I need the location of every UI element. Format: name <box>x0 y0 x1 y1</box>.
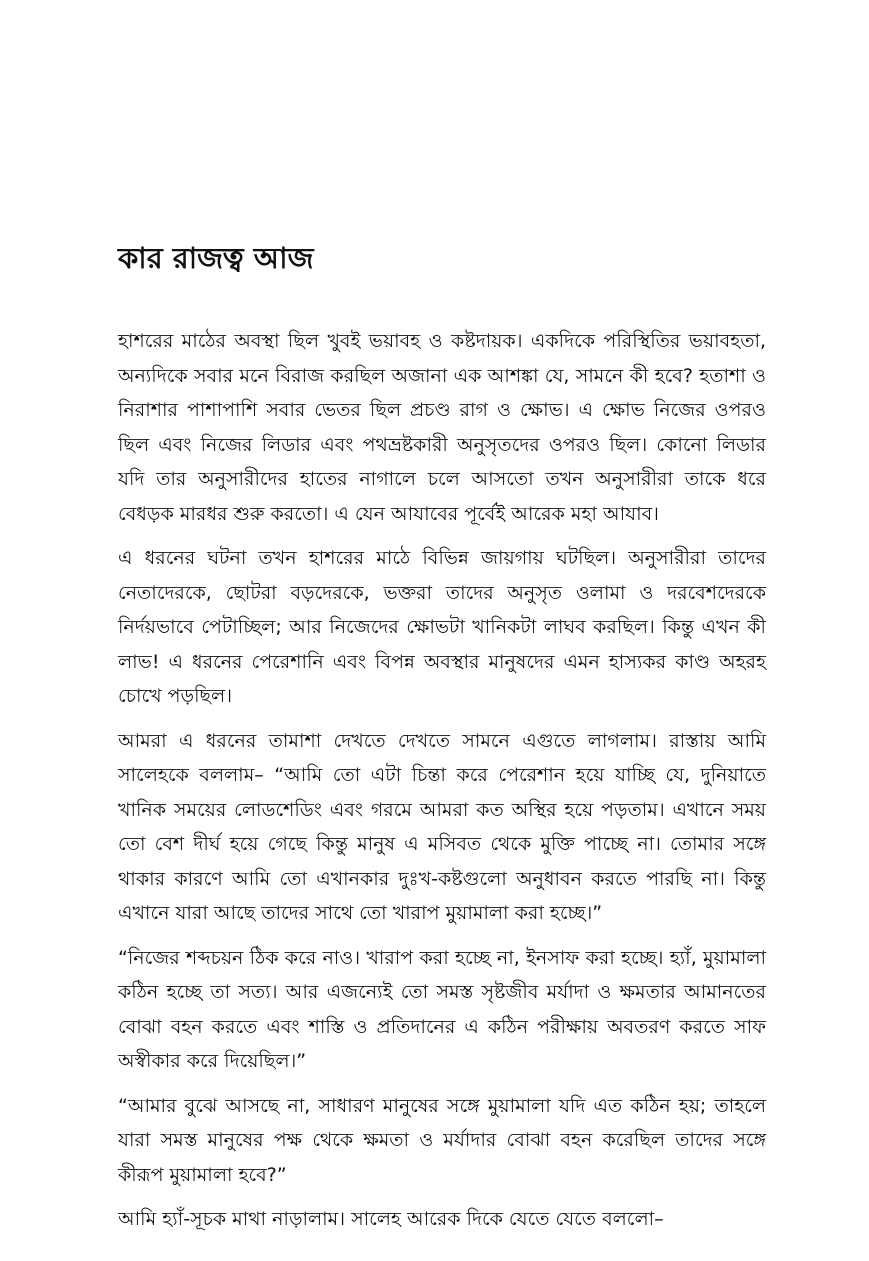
chapter-title: কার রাজত্ব আজ <box>118 241 314 275</box>
paragraph-5: “আমার বুঝে আসছে না, সাধারণ মানুষের সঙ্গে মুয়ামালা যদি এত কঠিন হয়; তাহলে যারা সমস্ত মানুষের পক্ষ থেকে ক্ষমতা ও মর্যাদার বোঝা বহন করেছিল তাদের সঙ্গে কীরূপ মুয়ামালা হবে?” <box>118 1094 766 1186</box>
paragraph-3: আমরা এ ধরনের তামাশা দেখতে দেখতে সামনে এগুতে লাগলাম। রাস্তায় আমি সালেহকে বললাম– “আমি তো এটা চিন্তা করে পেরেশান হয়ে যাচ্ছি যে, দুনিয়াতে খানিক সময়ের লোডশেডিং এবং গরমে আমরা কত অস্থির হয়ে পড়তাম। এখানে সময় তো বেশ দীর্ঘ হয়ে গেছে কিন্তু মানুষ এ মসিবত থেকে মুক্তি পাচ্ছে না। তোমার সঙ্গে থাকার কারণে আমি তো এখানকার দুঃখ-কষ্টগুলো অনুধাবন করতে পারছি না। কিন্তু এখানে যারা আছে তাদের সাথে তো খারাপ মুয়ামালা করা হচ্ছে।” <box>118 729 766 924</box>
paragraph-4: “নিজের শব্দচয়ন ঠিক করে নাও। খারাপ করা হচ্ছে না, ইনসাফ করা হচ্ছে। হ্যাঁ, মুয়ামালা কঠিন হচ্ছে তা সত্য। আর এজন্যেই তো সমস্ত সৃষ্টজীব মর্যাদা ও ক্ষমতার আমানতের বোঝা বহন করতে এবং শাস্তি ও প্রতিদানের এ কঠিন পরীক্ষায় অবতরণ করতে সাফ অস্বীকার করে দিয়েছিল।” <box>118 946 766 1072</box>
paragraph-2: এ ধরনের ঘটনা তখন হাশরের মাঠে বিভিন্ন জায়গায় ঘটছিল। অনুসারীরা তাদের নেতাদেরকে, ছোটরা বড়দেরকে, ভক্তরা তাদের অনুসৃত ওলামা ও দরবেশদেরকে নির্দয়ভাবে পেটাচ্ছিল; আর নিজেদের ক্ষোভটা খানিকটা লাঘব করছিল। কিন্তু এখন কী লাভ! এ ধরনের পেরেশানি এবং বিপন্ন অবস্থার মানুষদের এমন হাস্যকর কাণ্ড অহরহ চোখে পড়ছিল। <box>118 547 766 707</box>
paragraph-1: হাশরের মাঠের অবস্থা ছিল খুবই ভয়াবহ ও কষ্টদায়ক। একদিকে পরিস্থিতির ভয়াবহতা, অন্যদিকে সবার মনে বিরাজ করছিল অজানা এক আশঙ্কা যে, সামনে কী হবে? হতাশা ও নিরাশার পাশাপাশি সবার ভেতর ছিল প্রচণ্ড রাগ ও ক্ষোভ। এ ক্ষোভ নিজের ওপরও ছিল এবং নিজের লিডার এবং পথভ্রষ্টকারী অনুসৃতদের ওপরও ছিল। কোনো লিডার যদি তার অনুসারীদের হাতের নাগালে চলে আসতো তখন অনুসারীরা তাকে ধরে বেধড়ক মারধর শুরু করতো। এ যেন আযাবের পূর্বেই আরেক মহা আযাব। <box>118 330 766 525</box>
paragraph-6: আমি হ্যাঁ-সূচক মাথা নাড়ালাম। সালেহ আরেক দিকে যেতে যেতে বললো– <box>118 1208 664 1230</box>
chapter-body <box>118 324 766 1237</box>
